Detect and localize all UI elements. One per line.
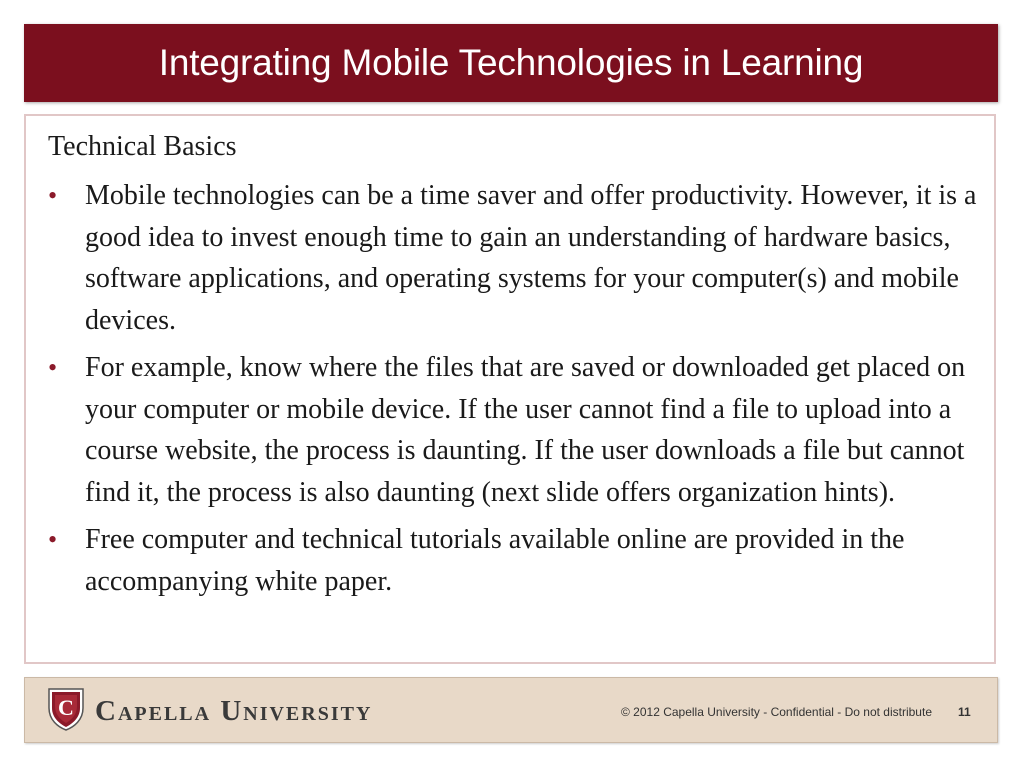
section-heading: Technical Basics [48, 131, 237, 162]
bullet-item [48, 175, 983, 341]
page-number: 11 [958, 705, 971, 719]
bullet-text: Free computer and technical tutorials available online are provided in the accompanying white paper. [85, 524, 905, 597]
bullet-marker: • [48, 353, 58, 382]
title-bar [24, 24, 998, 102]
bullet-marker: • [48, 181, 58, 210]
bullet-item [48, 519, 983, 602]
slide-title: Integrating Mobile Technologies in Learning [158, 42, 864, 83]
content-box [24, 114, 996, 664]
svg-text:C: C [58, 695, 74, 720]
capella-shield-icon [47, 686, 85, 732]
bullet-text: For example, know where the files that are saved or downloaded get placed on your computer or mobile device. If the user cannot find a file to upload into a course website, the process is daunting. If the user downloads a file but cannot find it, the process is also daunting (next slide offers organization hints). [85, 352, 966, 508]
bullet-list [48, 175, 983, 608]
slide-footer [24, 677, 998, 743]
logo-wordmark: Capella University [95, 695, 373, 727]
bullet-marker: • [48, 525, 58, 554]
bullet-text: Mobile technologies can be a time saver and offer productivity. However, it is a good idea to invest enough time to gain an understanding of hardware basics, software applications, and operating systems for your computer(s) and mobile devices. [85, 180, 977, 336]
bullet-item [48, 347, 983, 513]
copyright-notice: © 2012 Capella University - Confidential - Do not distribute [621, 705, 932, 719]
